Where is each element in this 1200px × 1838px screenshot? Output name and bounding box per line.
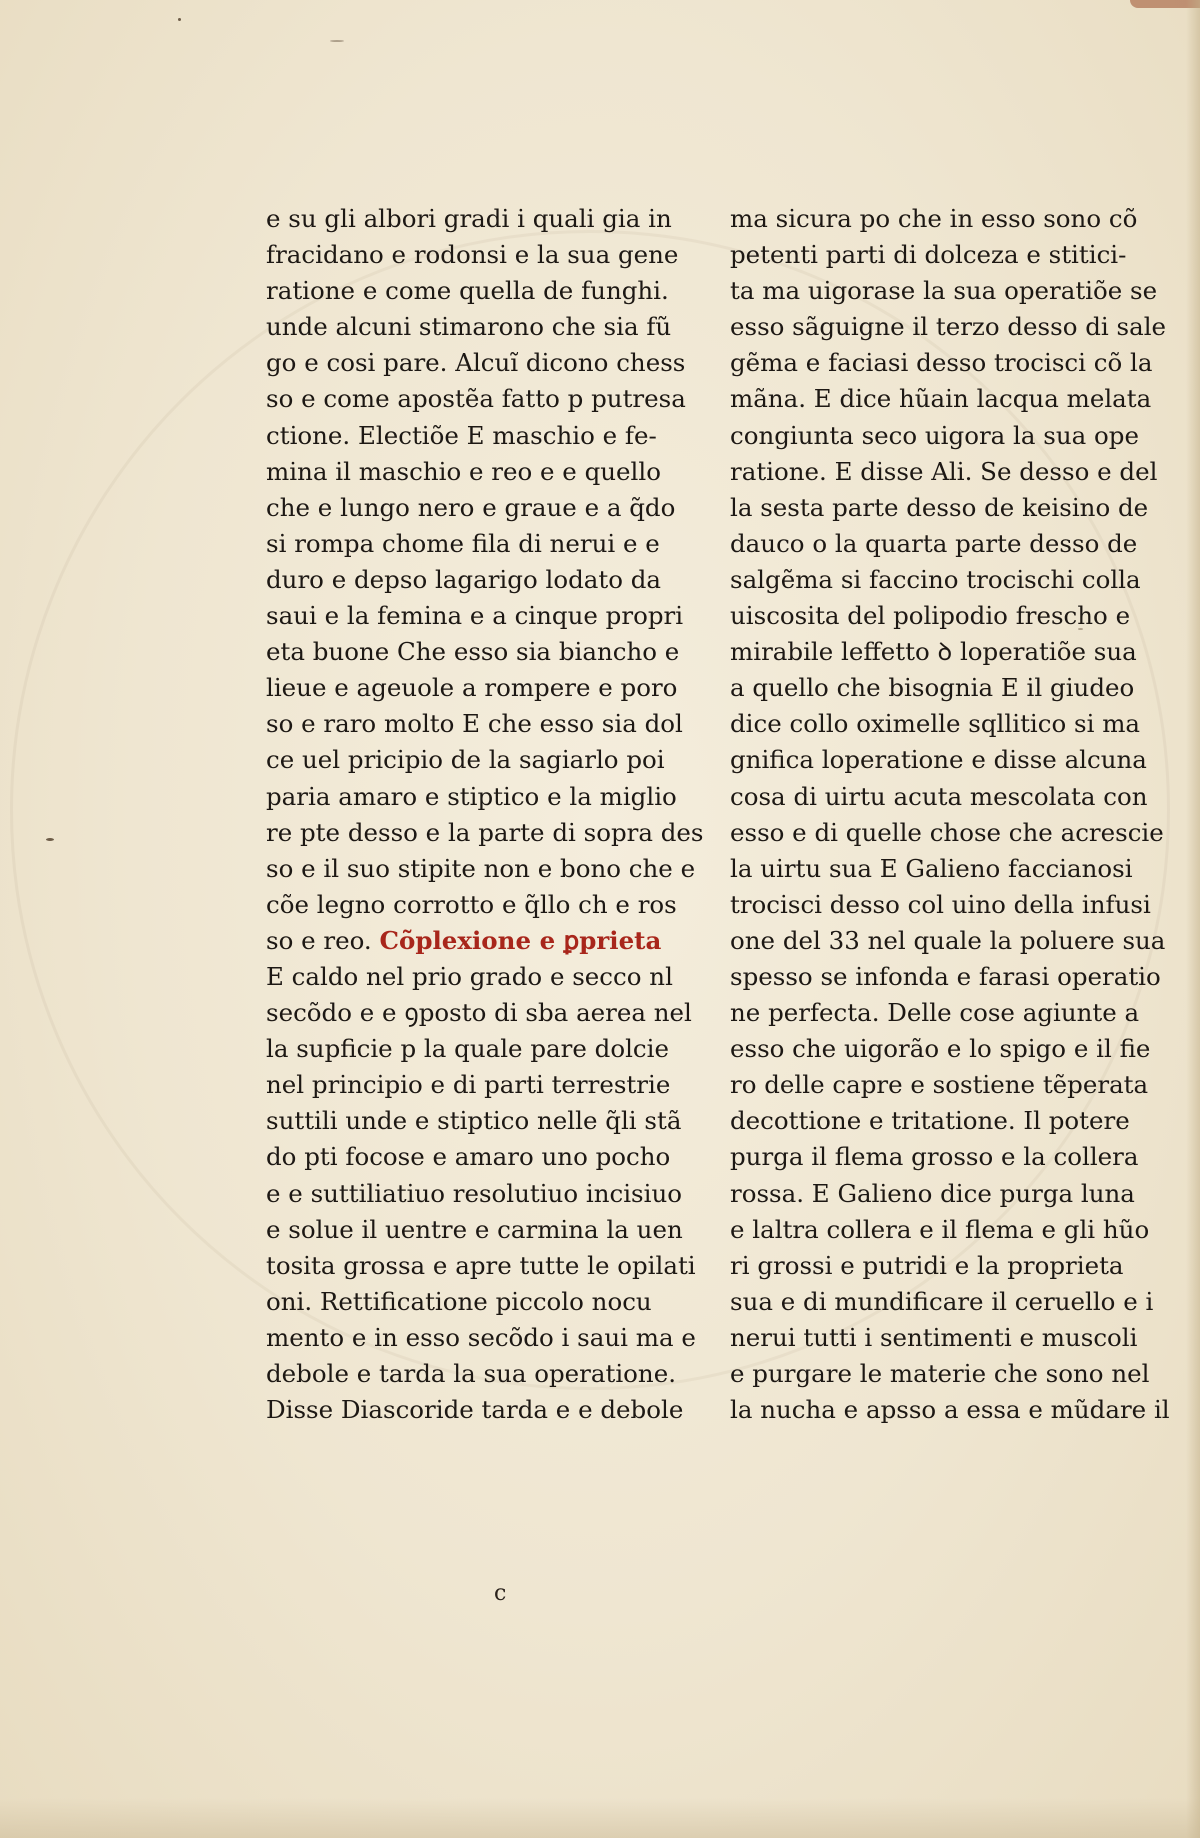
text-line: congiunta seco uigora la sua ope — [730, 420, 1139, 450]
paper-speck — [178, 18, 181, 21]
text-line: one del 33 nel quale la poluere sua — [730, 925, 1166, 955]
text-line: ctione. Electiõe E maschio e fe- — [266, 420, 657, 450]
text-line: decottione e tritatione. Il potere — [730, 1106, 1130, 1136]
text-line: ce uel pricipio de la sagiarlo poi — [266, 745, 665, 775]
text-line: ri grossi e putridi e la proprieta — [730, 1250, 1124, 1280]
text-line: trocisci desso col uino della infusi — [730, 889, 1151, 919]
text-line: lieue e ageuole a rompere e poro — [266, 673, 678, 703]
text-line: esso sãguigne il terzo desso di sale — [730, 312, 1167, 342]
text-line: ratione e come quella de funghi. — [266, 276, 669, 306]
text-line: cosa di uirtu acuta mescolata con — [730, 781, 1148, 811]
text-line: e purgare le materie che sono nel — [730, 1359, 1150, 1388]
text-line: so e il suo stipite non e bono che e — [266, 853, 696, 883]
text-line: dice collo oximelle sqllitico si ma — [730, 709, 1141, 739]
text-line: e laltra collera e il flema e gli hũo — [730, 1214, 1150, 1244]
text-line: salgẽma si faccino trocischi colla — [730, 564, 1141, 594]
text-line: eta buone Che esso sia biancho e — [266, 637, 680, 667]
text-line: rossa. E Galieno dice purga luna — [730, 1178, 1135, 1208]
text-line: esso che uigorão e lo spigo e il fie — [730, 1034, 1151, 1064]
text-line: gẽma e faciasi desso trocisci cõ la — [730, 348, 1153, 378]
text-line: do pti focose e amaro uno pocho — [266, 1142, 671, 1172]
text-line: cõe legno corrotto e q̃llo ch e ros — [266, 889, 677, 919]
text-line: debole e tarda la sua operatione. — [266, 1359, 676, 1388]
right-text-column — [730, 201, 1170, 1428]
text-line: la sesta parte desso de keisino de — [730, 492, 1149, 522]
text-line: dauco o la quarta parte desso de — [730, 528, 1138, 558]
text-line: la supficie p la quale pare dolcie — [266, 1034, 669, 1064]
text-line: ro delle capre e sostiene tẽperata — [730, 1070, 1149, 1100]
text-line: sua e di mundificare il ceruello e i — [730, 1286, 1154, 1316]
text-line: ta ma uigorase la sua operatiõe se — [730, 276, 1158, 306]
page-edge-shadow — [1186, 0, 1200, 1838]
text-line: Disse Diascoride tarda e e debole — [266, 1395, 684, 1425]
text-line: fracidano e rodonsi e la sua gene — [266, 240, 679, 270]
text-line: esso e di quelle chose che acrescie — [730, 817, 1164, 847]
text-line: tosita grossa e apre tutte le opilati — [266, 1250, 696, 1280]
text-line: e solue il uentre e carmina la uen — [266, 1214, 683, 1244]
text-line: a quello che bisognia E il giudeo — [730, 673, 1135, 703]
text-line: E caldo nel prio grado e secco nl — [266, 961, 673, 991]
text-line: duro e depso lagarigo lodato da — [266, 564, 662, 594]
text-line: so e raro molto E che esso sia dol — [266, 709, 683, 739]
text-line: gnifica loperatione e disse alcuna — [730, 745, 1147, 775]
text-line: purga il flema grosso e la collera — [730, 1142, 1139, 1172]
text-line-with-rubric — [266, 923, 662, 959]
paper-speck — [46, 838, 54, 841]
rubric-heading: Cõplexione e ꝑprieta — [379, 925, 662, 955]
text-line: che e lungo nero e graue e a q̃do — [266, 492, 676, 522]
text-line: mina il maschio e reo e e quello — [266, 456, 661, 486]
text-line: la nucha e apsso a essa e mũdare il — [730, 1395, 1170, 1425]
page-bottom-shadow — [0, 1798, 1200, 1838]
text-line: mirabile leffetto ꝺ loperatiõe sua — [730, 637, 1137, 667]
signature-mark: c — [494, 1581, 507, 1606]
paper-speck — [330, 40, 344, 42]
text-line: unde alcuni stimarono che sia fũ — [266, 312, 672, 342]
text-line: la uirtu sua E Galieno faccianosi — [730, 853, 1133, 883]
text-line: oni. Rettificatione piccolo nocu — [266, 1286, 652, 1316]
text-line: mãna. E dice hũain lacqua melata — [730, 384, 1152, 414]
text-line: saui e la femina e a cinque propri — [266, 601, 684, 631]
text-line: go e cosi pare. Alcuĩ dicono chess — [266, 348, 686, 378]
text-line: paria amaro e stiptico e la miglio — [266, 781, 677, 811]
text-line: e su gli albori gradi i quali gia in — [266, 204, 672, 233]
text-line: mento e in esso secõdo i saui ma e — [266, 1322, 696, 1352]
text-line: e e suttiliatiuo resolutiuo incisiuo — [266, 1178, 682, 1208]
text-line: ma sicura po che in esso sono cõ — [730, 204, 1138, 233]
text-line: petenti parti di dolceza e stitici- — [730, 240, 1127, 270]
text-line: spesso se infonda e farasi operatio — [730, 961, 1161, 991]
text-line: so e come apostẽa fatto p putresa — [266, 384, 686, 414]
left-text-column — [266, 201, 704, 1428]
text-line: ne perfecta. Delle cose agiunte a — [730, 998, 1140, 1028]
text-line: si rompa chome fila di nerui e e — [266, 528, 660, 558]
text-line: suttili unde e stiptico nelle q̃li stã — [266, 1106, 682, 1136]
text-line: nel principio e di parti terrestrie — [266, 1070, 671, 1100]
text-line: ratione. E disse Ali. Se desso e del — [730, 456, 1158, 486]
text-line: nerui tutti i sentimenti e muscoli — [730, 1322, 1138, 1352]
text-line: secõdo e e ꝯposto di sba aerea nel — [266, 998, 692, 1028]
text-fragment: so e reo. — [266, 925, 372, 955]
text-line: uiscosita del polipodio frescho e — [730, 601, 1131, 631]
text-line: re pte desso e la parte di sopra des — [266, 817, 704, 847]
